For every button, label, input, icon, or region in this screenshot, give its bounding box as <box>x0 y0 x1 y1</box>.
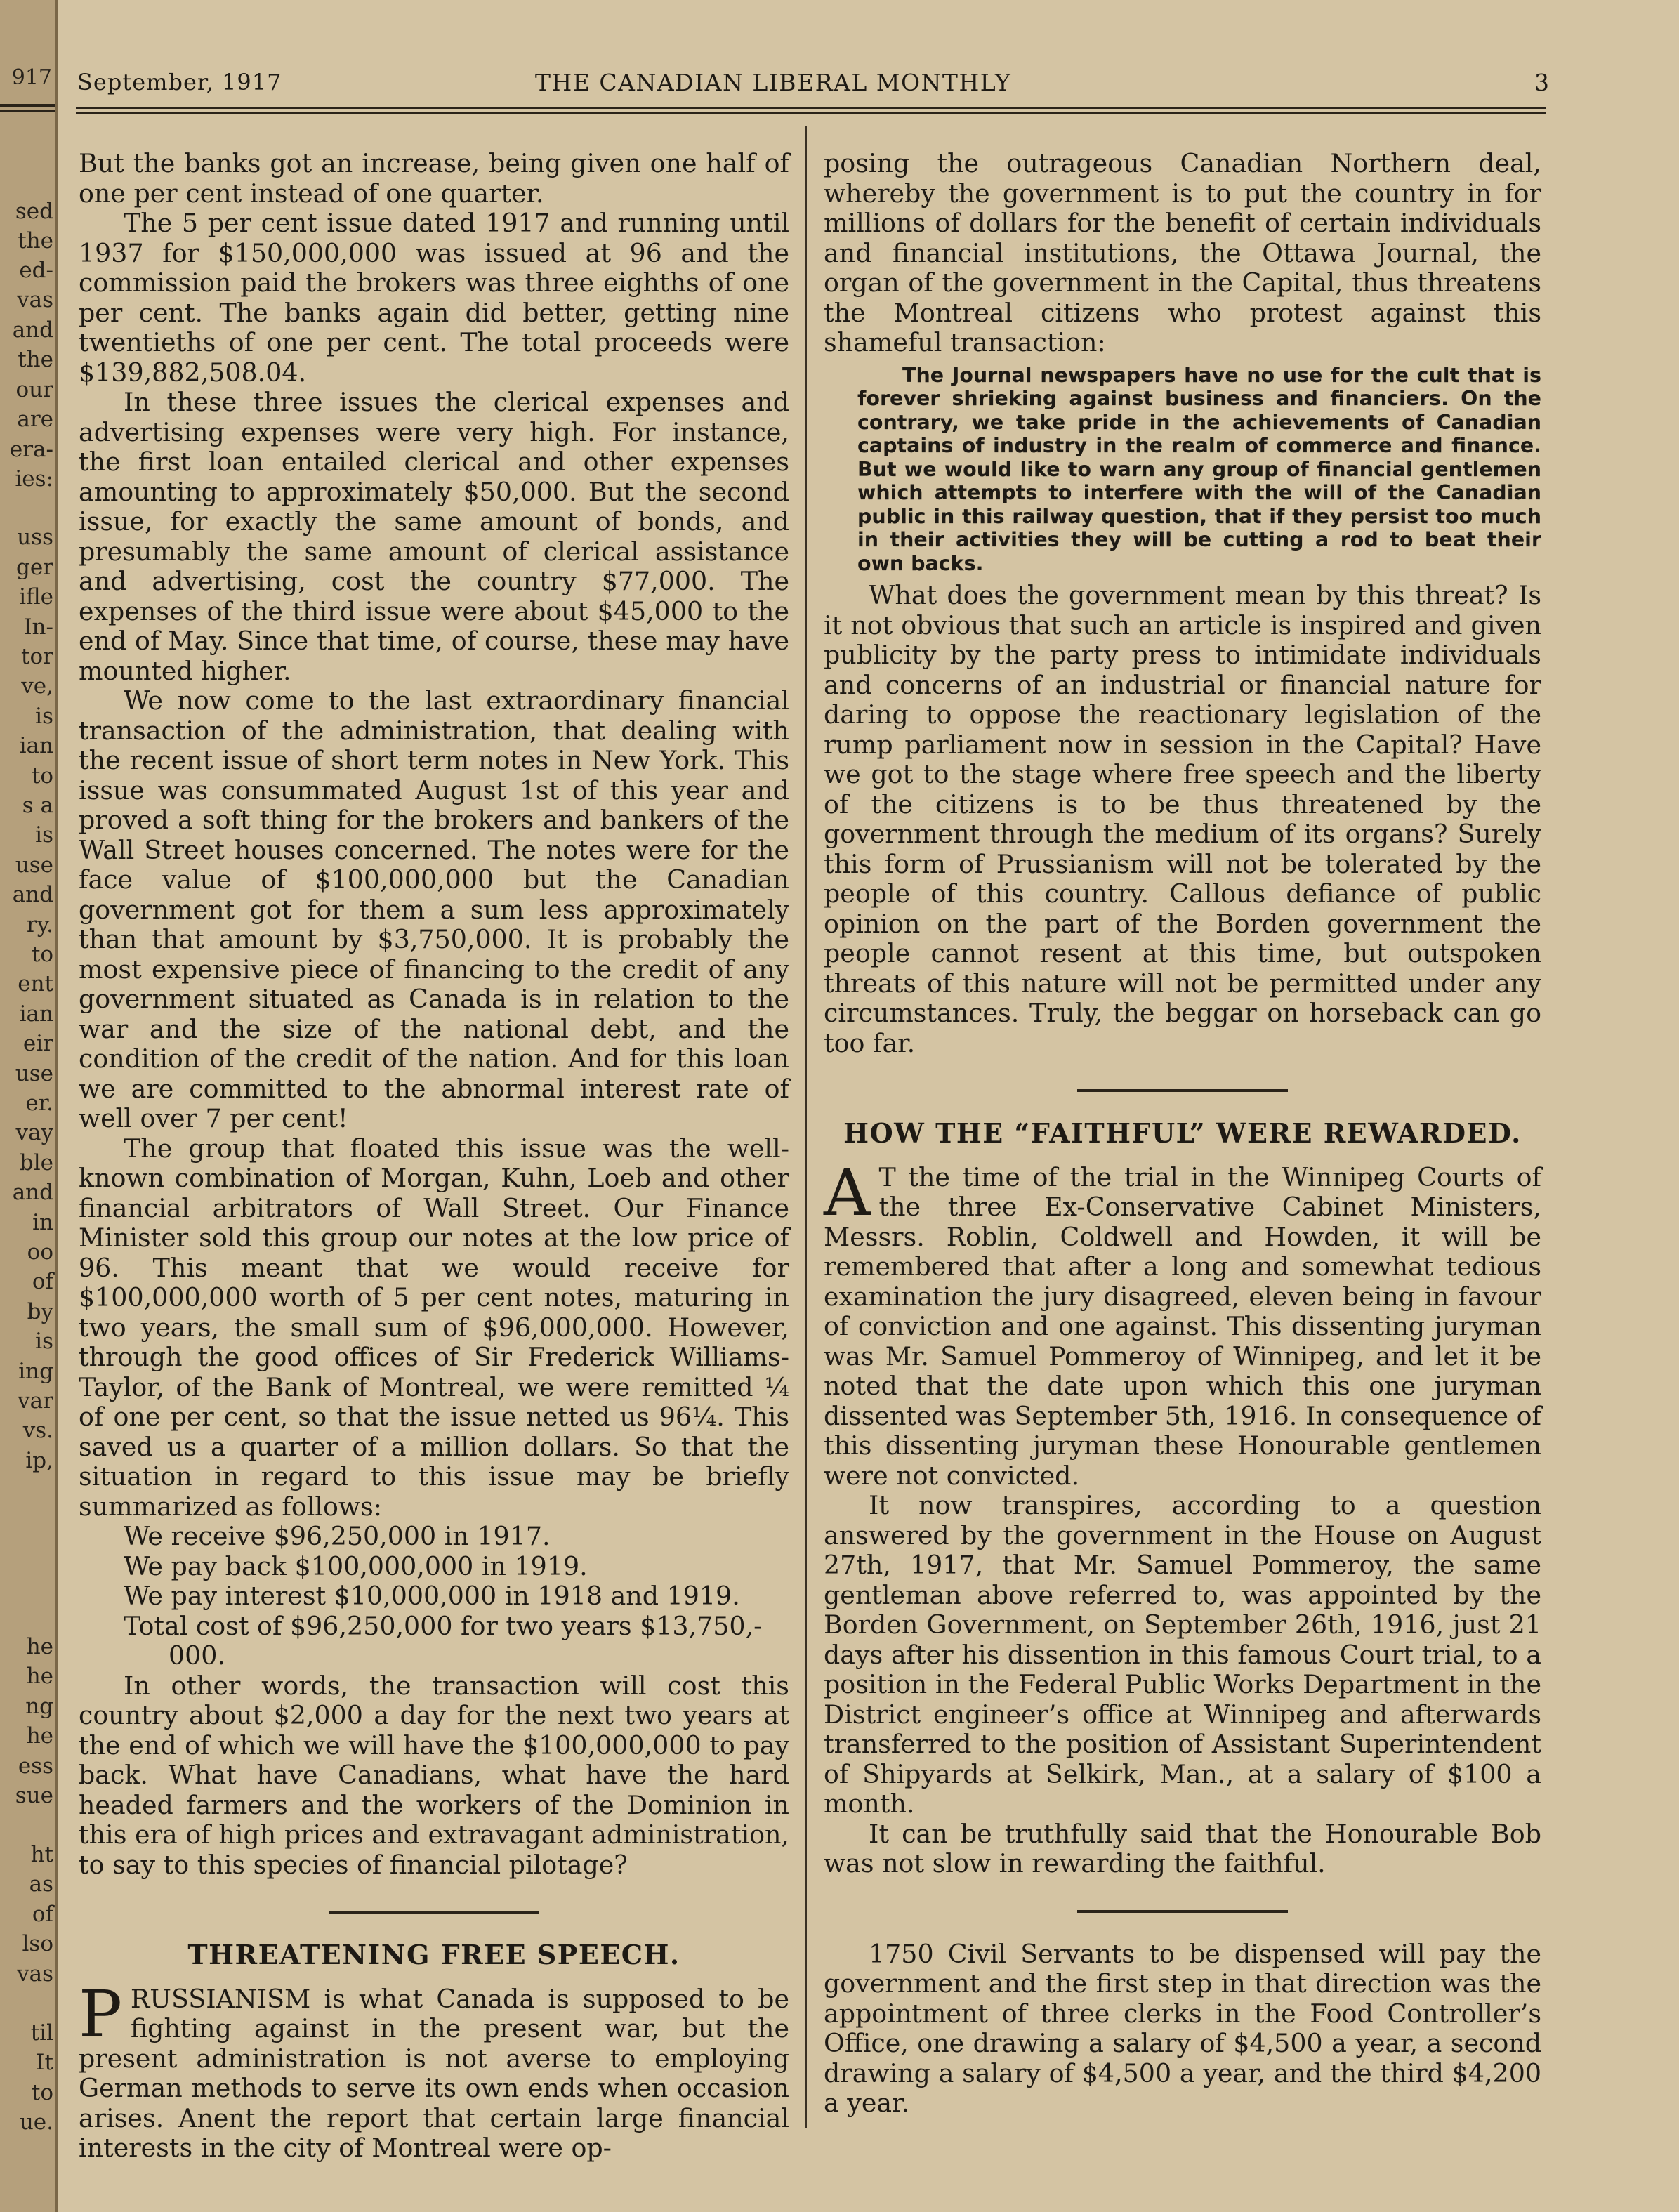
previous-page-fragment: ent <box>18 971 53 996</box>
previous-page-fragment: ip, <box>25 1448 53 1473</box>
previous-page-fragment: til <box>30 2020 53 2046</box>
paragraph: In these three issues the clerical expenses and advertising expenses were very high. For instance, the first loan entailed clerical and other expenses amounting to approximately $50,000. But the second issue, for exactly the same amount of bonds, and presumably the same amount of clerical assistance and advertising, cost the country $77,000. The expenses of the third issue were about $45,000 to the end of May. Since that time, of course, these may have mounted higher. <box>79 387 789 686</box>
previous-page-fragment: as <box>29 1871 53 1897</box>
paragraph: What does the government mean by this threat? Is it not obvious that such an article is inspired and given publicity by the party press to intimidate individuals and concerns of an industrial or financial nature for daring to oppose the reactionary legislation of the rump parliament now in session in the Capital? Have we got to the stage where free speech and the liberty of the citizens is to be thus threatened by the government through the medium of its organs? Surely this form of Prussianism will not be tolerated by the people of this country. Callous defiance of public opinion on the part of the Borden government the people cannot resent at this time, but outspoken threats of this nature will not be permitted under any circumstances. Truly, the beggar on horseback can go too far. <box>824 580 1541 1058</box>
list-item-continuation: 000. <box>169 1640 226 1671</box>
previous-page-fragment: and <box>12 882 53 907</box>
previous-page-fragment: and <box>12 317 53 343</box>
previous-page-fragment: is <box>35 1329 53 1354</box>
left-column <box>79 149 789 2164</box>
paragraph: In other words, the transaction will cost this country about $2,000 a day for the next two years at the end of which we will have the $100,000,000 to pay back. What have Canadians, what have the hard headed farmers and the workers of the Dominion in this era of high prices and extravagant administration, to say to this species of financial pilotage? <box>79 1670 789 1880</box>
previous-page-fragment: ian <box>19 1001 53 1027</box>
previous-page-fragment: sue <box>15 1783 53 1808</box>
previous-page-fragment: the <box>18 228 53 254</box>
previous-page-fragment: vs. <box>22 1418 53 1443</box>
previous-page-fragment: oo <box>27 1239 53 1265</box>
right-column <box>824 149 1541 2119</box>
lead-word: RUSSIANISM <box>130 1983 311 2014</box>
header-rule <box>76 107 1546 109</box>
previous-page-fragment: tor <box>21 644 53 669</box>
section-heading: HOW THE “FAITHFUL” WERE REWARDED. <box>843 1117 1522 1149</box>
previous-page-fragment: var <box>18 1388 53 1414</box>
previous-page-fragment: ng <box>25 1694 53 1719</box>
previous-page-fragment: ue. <box>19 2109 53 2135</box>
previous-page-fragment: and <box>12 1180 53 1205</box>
previous-page-fragment: era- <box>9 437 53 462</box>
paragraph: The 5 per cent issue dated 1917 and running until 1937 for $150,000,000 was issued at 96 and the commission paid the brokers was three eighths of one per cent. The banks again did better, getting nine twentieths of one per cent. The total proceeds were $139,882,508.04. <box>79 208 789 388</box>
previous-page-fragment: uss <box>17 525 53 550</box>
previous-page-fragment: vas <box>17 1961 53 1987</box>
paragraph <box>824 1154 1541 1492</box>
paragraph: It now transpires, according to a question answered by the government in the House on August 27th, 1917, that Mr. Samuel Pommeroy, the same gentleman above referred to, was appointed by the Borden Government, on September 26th, 1916, just 21 days after his dissention in this famous Court trial, to a position in the Federal Public Works Department in the District engineer’s office at Winnipeg and afterwards transferred to the position of Assistant Superintendent of Shipyards at Selkirk, Man., at a salary of $100 a month. <box>824 1490 1541 1819</box>
previous-page-edge <box>0 0 58 2212</box>
previous-page-fragment: are <box>17 407 53 432</box>
previous-page-fragment: er. <box>25 1091 53 1116</box>
previous-page-fragment: of <box>32 1902 53 1927</box>
previous-page-fragment: ht <box>30 1842 53 1867</box>
list-item: Total cost of $96,250,000 for two years $13,750,- <box>124 1610 763 1641</box>
previous-page-fragment: ve, <box>21 673 53 699</box>
previous-page-fragment: to <box>31 942 53 967</box>
previous-page-fragment: in <box>32 1210 53 1235</box>
previous-page-rule <box>0 104 55 107</box>
section-separator <box>329 1911 539 1914</box>
previous-page-fragment: ry. <box>26 912 53 937</box>
previous-page-fragment: ian <box>19 733 53 758</box>
paragraph: It can be truthfully said that the Honourable Bob was not slow in rewarding the faithful. <box>824 1818 1541 1878</box>
previous-page-fragment: is <box>35 704 53 729</box>
previous-page-fragment: vay <box>15 1120 53 1145</box>
previous-page-fragment: use <box>15 852 53 878</box>
previous-page-fragment: ess <box>18 1753 53 1779</box>
previous-page-fragment: ifle <box>19 584 53 610</box>
column-divider <box>805 126 807 2128</box>
previous-page-fragment: eir <box>22 1031 53 1056</box>
quote-text: The Journal newspapers have no use for the cult that is forever shrieking against business and financiers. On the contrary, we take pride in the achievements of Canadian captains of industry in the realm of commerce and finance. But we would like to warn any group of financial gentlemen which attempts to interfere with the will of the Canadian public in this railway question, that if they persist too much in their activities they will be cutting a rod to beat their own backs. <box>857 363 1541 575</box>
previous-page-fragment: of <box>32 1269 53 1294</box>
paragraph: But the banks got an increase, being given one half of one per cent instead of one quarter. <box>79 148 789 209</box>
previous-page-fragment: is <box>35 822 53 848</box>
list-item: We pay back $100,000,000 in 1919. <box>124 1551 588 1581</box>
list-item: We receive $96,250,000 in 1917. <box>124 1521 551 1551</box>
previous-page-fragment: use <box>15 1061 53 1086</box>
previous-page-fragment: ies: <box>15 466 53 492</box>
paragraph: We now come to the last extraordinary financial transaction of the administration, that dealing with the recent issue of short term notes in New York. This issue was consummated August 1st of this year and proved a soft thing for the brokers and bankers of the Wall Street houses concerned. The notes were for the face value of $100,000,000 but the Canadian government got for them a sum less approximately than that amount by $3,750,000. It is probably the most expensive piece of financing to the credit of any government situated as Canada is in relation to the war and the size of the national debt, and the condition of the credit of the nation. And for this loan we are committed to the abnormal interest rate of well over 7 per cent! <box>79 685 789 1133</box>
header-rule-thin <box>76 112 1546 114</box>
block-quote <box>824 364 1541 576</box>
page-header <box>77 69 1549 101</box>
publication-title: THE CANADIAN LIBERAL MONTHLY <box>535 69 1012 96</box>
paragraph: The group that floated this issue was the well-known combination of Morgan, Kuhn, Loeb and other financial arbitrators of Wall Street. Our Finance Minister sold this group our notes at the low price of 96. This meant that we would receive for $100,000,000 worth of 5 per cent notes, maturing in two years, the small sum of $96,000,000. However, through the good offices of Sir Frederick Williams-Taylor, of the Bank of Montreal, we were remitted ¼ of one per cent, so that the issue netted us 96¼. This saved us a quarter of a million dollars. So that the situation in regard to this issue may be briefly summarized as follows: <box>79 1133 789 1522</box>
issue-date: September, 1917 <box>77 69 282 96</box>
previous-page-fragment: our <box>15 377 53 402</box>
section-separator <box>1077 1089 1288 1092</box>
drop-cap: P <box>79 1976 122 2052</box>
previous-page-fragment: lso <box>22 1931 53 1956</box>
paragraph-text: is what Canada is supposed to be fighting against in the present war, but the present administration is not averse to employing German methods to serve its own ends when occasion arises. Anent the report that certain large financial interests in the city of Montreal were op- <box>79 1983 789 2163</box>
previous-page-fragment: s a <box>22 793 53 818</box>
previous-page-fragment: ed- <box>19 258 53 283</box>
previous-page-fragment: ble <box>19 1150 53 1176</box>
section-separator <box>1077 1910 1288 1913</box>
previous-page-fragment: he <box>26 1664 53 1689</box>
previous-page-fragment: ing <box>18 1359 53 1384</box>
previous-page-fragment: he <box>26 1634 53 1659</box>
previous-page-fragment: sed <box>15 199 53 224</box>
previous-page-fragment: vas <box>17 287 53 312</box>
section-heading: THREATENING FREE SPEECH. <box>187 1939 680 1970</box>
previous-page-rule <box>0 110 55 112</box>
previous-page-fragment: In- <box>23 614 53 640</box>
paragraph <box>79 1976 789 2164</box>
paragraph: posing the outrageous Canadian Northern deal, whereby the government is to put the country in for millions of dollars for the benefit of certain individuals and financial institutions, the Ottawa Journal, the organ of the government in the Capital, thus threatens the Montreal citizens who protest against this shameful transaction: <box>824 148 1541 357</box>
previous-page-fragment: by <box>27 1299 53 1324</box>
previous-page-fragment: ger <box>15 555 53 580</box>
previous-page-fragment: to <box>31 2080 53 2105</box>
list-item: We pay interest $10,000,000 in 1918 and 1919. <box>124 1581 740 1611</box>
previous-page-fragment: It <box>36 2050 53 2075</box>
paragraph-text: T the time of the trial in the Winnipeg Courts of the three Ex-Conservative Cabinet Ministers, Messrs. Roblin, Coldwell and Howden, it will be remembered that after a long and somewhat tedious examination the jury disagreed, eleven being in favour of conviction and one against. This dissenting juryman was Mr. Samuel Pommeroy of Winnipeg, and let it be noted that the date upon which this one juryman dissented was September 5th, 1916. In consequence of this dissenting juryman these Honourable gentlemen were not convicted. <box>824 1161 1541 1491</box>
previous-page-fragment: to <box>31 763 53 789</box>
drop-cap: A <box>824 1154 871 1230</box>
page-number: 3 <box>1534 69 1549 96</box>
previous-page-fragment: 917 <box>11 65 52 90</box>
paragraph: 1750 Civil Servants to be dispensed will pay the government and the first step in that direction was the appointment of three clerks in the Food Controller’s Office, one drawing a salary of $4,500 a year, a second drawing a salary of $4,500 a year, and the third $4,200 a year. <box>824 1938 1541 2118</box>
summary-list <box>79 1522 789 1671</box>
previous-page-fragment: he <box>26 1723 53 1749</box>
previous-page-fragment: the <box>18 347 53 372</box>
